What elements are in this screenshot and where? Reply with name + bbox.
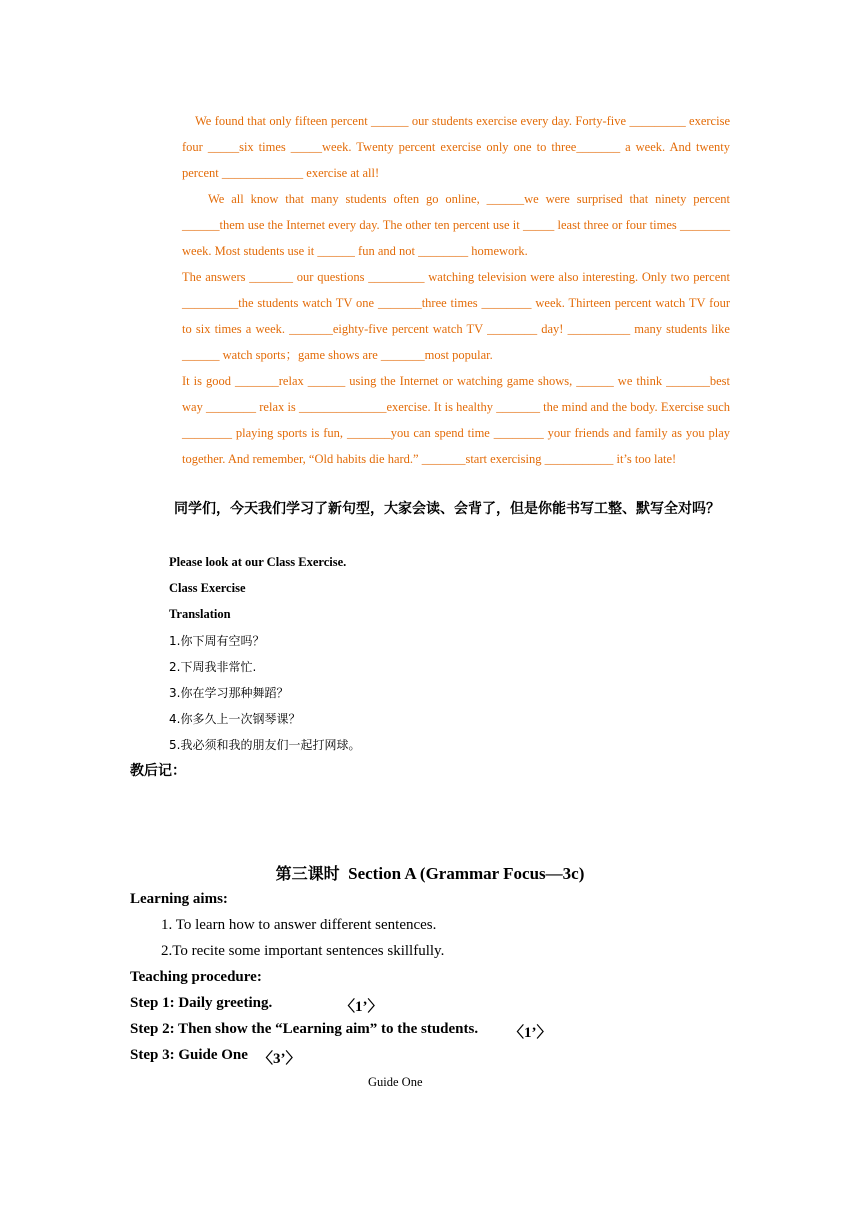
learning-aim-item: 2.To recite some important sentences skillfully.: [161, 943, 445, 959]
step-2: Step 2: Then show the “Learning aim” to the students.: [130, 1021, 479, 1037]
step-1-time: 〈1’〉: [340, 999, 383, 1015]
review-question: 同学们，今天我们学习了新句型，大家会读、会背了，但是你能书写工整、默写全对吗？: [174, 501, 720, 517]
translation-heading: Translation: [169, 607, 231, 621]
guide-one-label: Guide One: [368, 1075, 423, 1089]
step-1: Step 1: Daily greeting.: [130, 995, 273, 1011]
teaching-procedure-heading: Teaching procedure:: [130, 969, 262, 985]
lesson-title-en: Section A (Grammar Focus—3c): [348, 864, 585, 883]
after-class-note: 教后记：: [130, 763, 186, 779]
learning-aims-heading: Learning aims:: [130, 891, 228, 907]
passage-paragraph-4: It is good _______relax ______ using the Internet or watching game shows, ______ we think _______best way ________ relax is ______________exercise. It is healthy _______ the mind and the body. Exercise such ________ playing sports is fun, _______you can spend time ________ your friends and family as you play together. And remember, “Old habits die hard.” _______start exercising ___________ it’s too late!: [182, 374, 730, 466]
passage-paragraph-1: We found that only fifteen percent ______ our students exercise every day. Forty-five _________ exercise four _____six times _____week. Twenty percent exercise only one to three_______ a week. And twenty percent _____________ exercise at all!: [182, 114, 730, 180]
lesson-title: [0, 861, 860, 884]
translation-item: 1.你下周有空吗？: [169, 634, 265, 648]
lesson-title-cn: 第三课时: [275, 864, 340, 883]
passage-paragraph-2: We all know that many students often go online, ______we were surprised that ninety percent ______them use the Internet every day. The other ten percent use it _____ least three or four times ________ week. Most students use it ______ fun and not ________ homework.: [182, 192, 730, 258]
learning-aim-item: 1. To learn how to answer different sentences.: [161, 917, 437, 933]
step-3: Step 3: Guide One: [130, 1047, 248, 1063]
step-3-time: 〈3’〉: [258, 1051, 301, 1067]
translation-item: 5.我必须和我的朋友们一起打网球。: [169, 738, 361, 752]
step-2-time: 〈1’〉: [509, 1025, 552, 1041]
class-exercise-heading: Class Exercise: [169, 581, 246, 595]
fill-in-passage: [182, 108, 730, 472]
passage-paragraph-3: The answers _______ our questions _________ watching television were also interesting. Only two percent _________the students watch TV one _______three times ________ week. Thirteen percent watch TV four to six times a week. _______eighty-five percent watch TV ________ day! __________ many students like ______ watch sports；game shows are _______most popular.: [182, 270, 730, 362]
translation-item: 3.你在学习那种舞蹈？: [169, 686, 289, 700]
class-exercise-intro: Please look at our Class Exercise.: [169, 555, 347, 569]
translation-item: 2.下周我非常忙.: [169, 660, 257, 674]
translation-item: 4.你多久上一次钢琴课？: [169, 712, 301, 726]
